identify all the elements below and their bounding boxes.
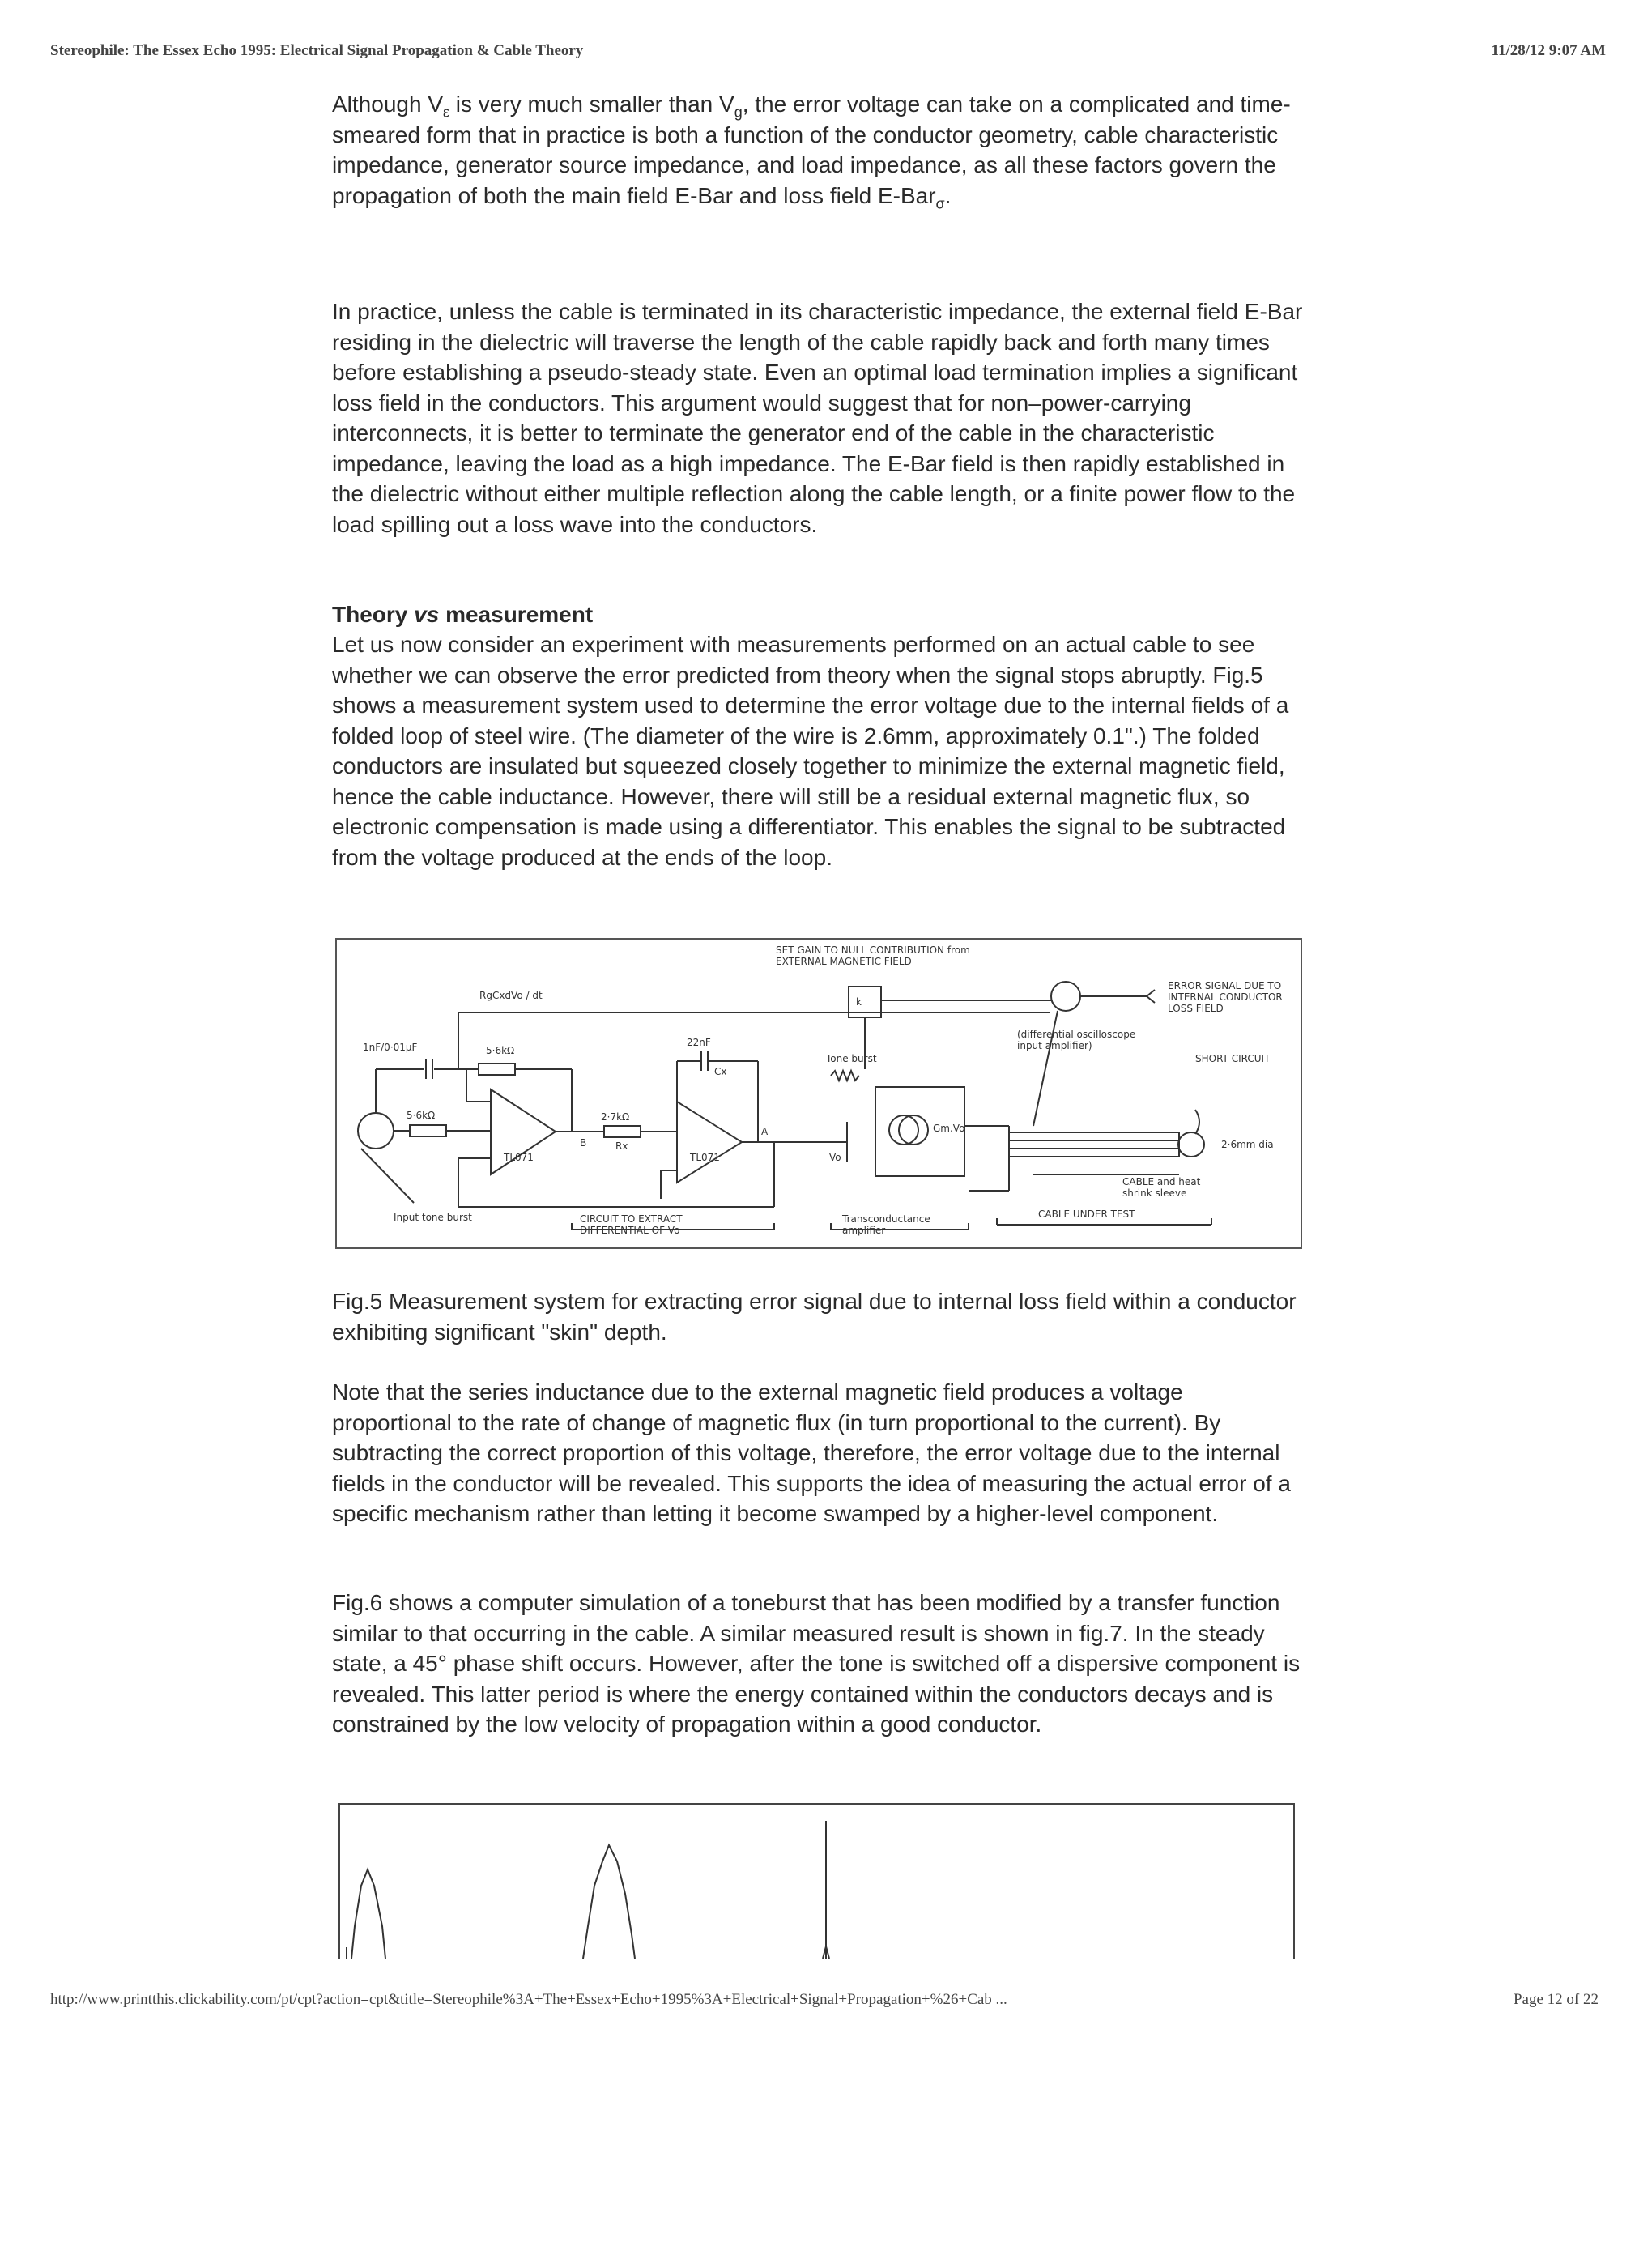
label-cx: Cx (714, 1066, 727, 1077)
label-wire-dia: 2·6mm dia (1221, 1139, 1274, 1150)
label-input-tone-burst: Input tone burst (394, 1212, 472, 1223)
p1-sub-sigma: σ (935, 195, 945, 212)
label-rx: Rx (615, 1140, 628, 1152)
page-header-title: Stereophile: The Essex Echo 1995: Electrical Signal Propagation & Cable Theory (50, 42, 584, 59)
figure-6-waveform-plot (338, 1803, 1295, 1959)
label-r1: 5·6kΩ (486, 1045, 515, 1056)
label-transconductance: Transconductance amplifier (842, 1213, 930, 1236)
label-vo: Vo (829, 1152, 841, 1163)
p1-text-d: . (944, 182, 952, 208)
label-cable-under-test: CABLE UNDER TEST (1038, 1209, 1135, 1220)
p1-text-c: , the error voltage can take on a complicated and time-smeared form that in practice is both a function of the conductor geometry, cable characteristic impedance, generator source impedance, and load impedance, as all these factors govern the propagation of both the main field E-Bar and loss field E-Bar (332, 92, 1291, 208)
label-cable-sleeve: CABLE and heat shrink sleeve (1122, 1176, 1201, 1199)
p1-text-b: is very much smaller than V (449, 92, 734, 117)
figure-5-circuit-diagram (335, 938, 1302, 1249)
label-diff-term: RgCxdVo / dt (479, 990, 543, 1001)
label-circuit-extract: CIRCUIT TO EXTRACT DIFFERENTIAL OF Vo (580, 1213, 683, 1236)
label-node-b: B (580, 1137, 587, 1149)
p1-sub-g: g (734, 104, 743, 121)
heading-pre: Theory (332, 602, 415, 627)
label-tone-burst: Tone burst (826, 1053, 877, 1064)
paragraph-3: Let us now consider an experiment with measurements performed on an actual cable to see whether we can observe the error predicted from theory when the signal stops abruptly. Fig.5 shows a measurement system used to determine the error voltage due to the internal fields of a folded loop of steel wire. (The diameter of the wire is 2.6mm, approximately 0.1".) The folded conductors are insulated but squeezed closely together to minimize the external magnetic field, hence the cable inductance. However, there will still be a residual external magnetic flux, so electronic compensation is made using a differentiator. This enables the signal to be subtracted from the voltage produced at the ends of the loop. (332, 632, 1289, 870)
circuit-schematic (337, 940, 1301, 1247)
figure-5-caption: Fig.5 Measurement system for extracting error signal due to internal loss field within a conductor exhibiting significant "skin" depth. (332, 1289, 1297, 1345)
label-gm: Gm.Vo (933, 1123, 965, 1134)
label-set-gain: SET GAIN TO NULL CONTRIBUTION from (776, 944, 970, 956)
label-external-field: EXTERNAL MAGNETIC FIELD (776, 956, 912, 967)
p1-text-a: Although V (332, 92, 443, 117)
p1-sub-epsilon: ε (443, 104, 450, 121)
heading-post: measurement (439, 602, 594, 627)
label-k: k (856, 996, 862, 1008)
page-header-datetime: 11/28/12 9:07 AM (1491, 42, 1606, 59)
page-footer-number: Page 12 of 22 (1513, 1991, 1599, 2008)
paragraph-4: Note that the series inductance due to the external magnetic field produces a voltage proportional to the rate of change of magnetic flux (in turn proportional to the current). By subtracting the correct proportion of this voltage, therefore, the error voltage due to the internal fields in the conductor will be revealed. This supports the idea of measuring the actual error of a specific mechanism rather than letting it become swamped by a higher-level component. (332, 1379, 1291, 1526)
label-r3: 2·7kΩ (601, 1111, 630, 1123)
label-cap1: 1nF/0·01μF (363, 1042, 418, 1053)
label-node-a: A (761, 1126, 769, 1137)
page-footer-url: http://www.printthis.clickability.com/pt/cpt?action=cpt&title=Stereophile%3A+The+Essex+Echo+1995%3A+Electrical+Signal+Propagation+%26+Cab ... (50, 1991, 1007, 2008)
label-tl071-b: TL071 (690, 1152, 720, 1163)
label-diff-amp: (differential oscilloscope input amplifier) (1017, 1029, 1136, 1051)
heading-em: vs (414, 602, 440, 627)
label-r2: 5·6kΩ (407, 1110, 436, 1121)
paragraph-5: Fig.6 shows a computer simulation of a toneburst that has been modified by a transfer function similar to that occurring in the cable. A similar measured result is shown in fig.7. In the steady state, a 45° phase shift occurs. However, after the tone is switched off a dispersive component is revealed. This latter period is where the energy contained within the conductors decays and is constrained by the low velocity of propagation within a good conductor. (332, 1590, 1301, 1737)
label-cap2: 22nF (687, 1037, 711, 1048)
label-error-signal: ERROR SIGNAL DUE TO INTERNAL CONDUCTOR LOSS FIELD (1168, 980, 1283, 1014)
label-tl071-a: TL071 (504, 1152, 534, 1163)
paragraph-2: In practice, unless the cable is terminated in its characteristic impedance, the external field E-Bar residing in the dielectric will traverse the length of the cable rapidly back and forth many times before establishing a pseudo-steady state. Even an optimal load termination implies a significant loss field in the conductors. This argument would suggest that for non–power-carrying interconnects, it is better to terminate the generator end of the cable in the characteristic impedance, leaving the load as a high impedance. The E-Bar field is then rapidly established in the dielectric without either multiple reflection along the cable length, or a finite power flow to the load spilling out a loss wave into the conductors. (332, 299, 1303, 537)
label-short-circuit: SHORT CIRCUIT (1195, 1053, 1271, 1064)
paragraph-1 (332, 89, 1304, 211)
section-heading (332, 599, 1304, 630)
waveform-trace (340, 1805, 1293, 1959)
